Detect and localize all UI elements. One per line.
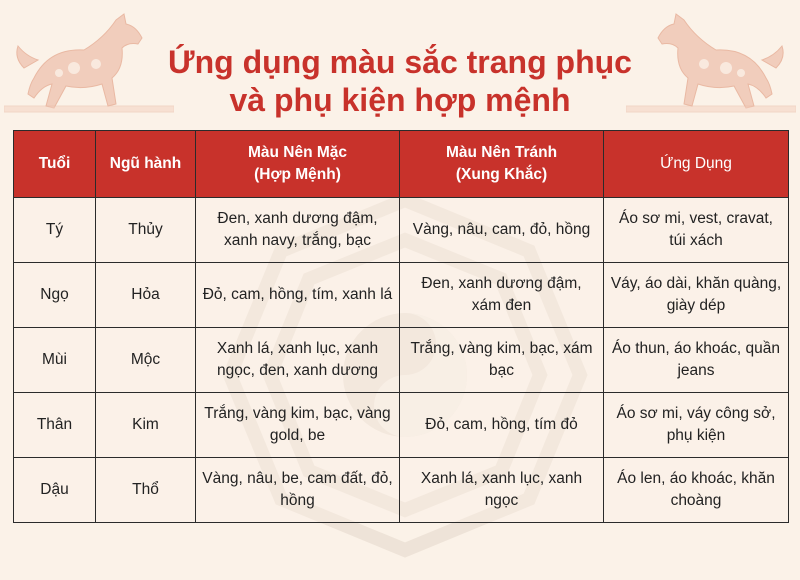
header-mau-nen-tranh: Màu Nên Tránh (Xung Khắc)	[400, 131, 604, 198]
cell-ngu-hanh: Thổ	[96, 458, 196, 523]
table-row	[14, 198, 789, 263]
table-header-row	[14, 131, 789, 198]
cell-mau-nen-tranh: Xanh lá, xanh lục, xanh ngọc	[400, 458, 604, 523]
cell-tuoi: Thân	[14, 393, 96, 458]
cell-mau-nen-tranh: Vàng, nâu, cam, đỏ, hồng	[400, 198, 604, 263]
cell-mau-nen-tranh: Đen, xanh dương đậm, xám đen	[400, 263, 604, 328]
cell-ngu-hanh: Kim	[96, 393, 196, 458]
table-row	[14, 393, 789, 458]
cell-mau-nen-tranh: Đỏ, cam, hồng, tím đỏ	[400, 393, 604, 458]
cell-tuoi: Ngọ	[14, 263, 96, 328]
title-line-1: Ứng dụng màu sắc trang phục	[168, 44, 632, 81]
page-title	[0, 43, 800, 119]
cell-ung-dung: Áo thun, áo khoác, quần jeans	[604, 328, 789, 393]
cell-ngu-hanh: Hỏa	[96, 263, 196, 328]
header-ngu-hanh: Ngũ hành	[96, 131, 196, 198]
cell-tuoi: Tý	[14, 198, 96, 263]
cell-ngu-hanh: Thủy	[96, 198, 196, 263]
cell-mau-nen-tranh: Trắng, vàng kim, bạc, xám bạc	[400, 328, 604, 393]
table-row	[14, 458, 789, 523]
table-row	[14, 263, 789, 328]
header-tuoi: Tuổi	[14, 131, 96, 198]
cell-ngu-hanh: Mộc	[96, 328, 196, 393]
header-ung-dung: Ứng Dụng	[604, 131, 789, 198]
header-mau-nen-mac: Màu Nên Mặc (Hợp Mệnh)	[196, 131, 400, 198]
title-line-2: và phụ kiện hợp mệnh	[229, 82, 571, 119]
cell-tuoi: Dậu	[14, 458, 96, 523]
cell-mau-nen-mac: Đen, xanh dương đậm, xanh navy, trắng, bạc	[196, 198, 400, 263]
cell-ung-dung: Áo len, áo khoác, khăn choàng	[604, 458, 789, 523]
cell-ung-dung: Áo sơ mi, váy công sở, phụ kiện	[604, 393, 789, 458]
color-guide-table	[13, 130, 789, 523]
cell-mau-nen-mac: Đỏ, cam, hồng, tím, xanh lá	[196, 263, 400, 328]
cell-tuoi: Mùi	[14, 328, 96, 393]
cell-ung-dung: Áo sơ mi, vest, cravat, túi xách	[604, 198, 789, 263]
table-row	[14, 328, 789, 393]
cell-ung-dung: Váy, áo dài, khăn quàng, giày dép	[604, 263, 789, 328]
cell-mau-nen-mac: Xanh lá, xanh lục, xanh ngọc, đen, xanh dương	[196, 328, 400, 393]
cell-mau-nen-mac: Vàng, nâu, be, cam đất, đỏ, hồng	[196, 458, 400, 523]
cell-mau-nen-mac: Trắng, vàng kim, bạc, vàng gold, be	[196, 393, 400, 458]
